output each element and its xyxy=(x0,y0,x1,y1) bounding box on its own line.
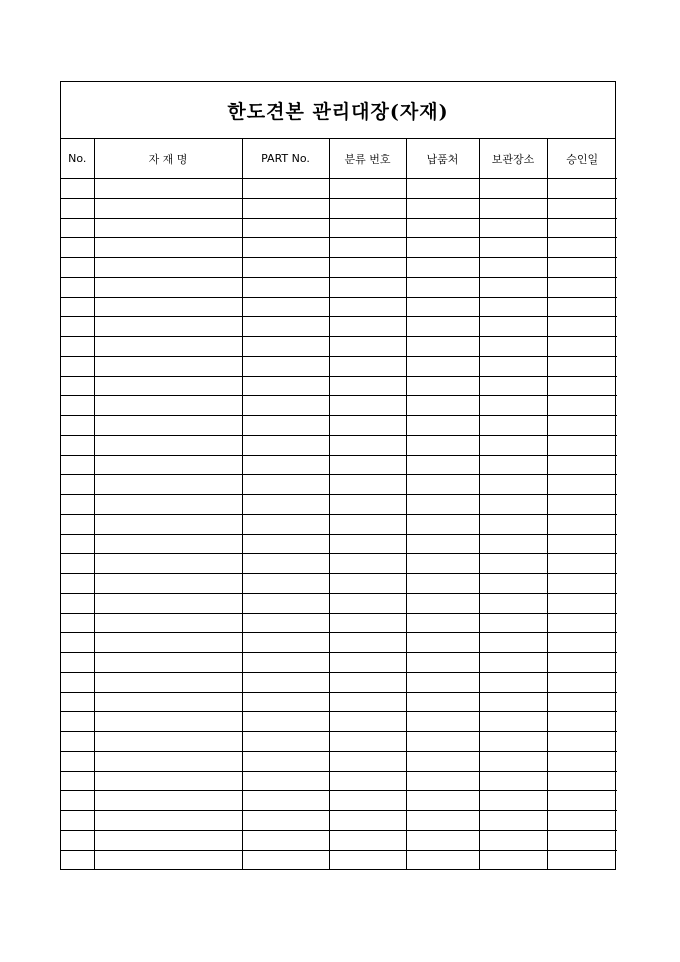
table-row xyxy=(61,534,617,554)
table-cell[interactable] xyxy=(329,179,406,199)
table-cell[interactable] xyxy=(406,475,479,495)
table-cell[interactable] xyxy=(94,653,242,673)
table-cell[interactable] xyxy=(406,593,479,613)
table-cell[interactable] xyxy=(61,574,94,594)
table-cell[interactable] xyxy=(547,455,617,475)
table-cell[interactable] xyxy=(547,396,617,416)
table-row xyxy=(61,811,617,831)
table-row xyxy=(61,435,617,455)
table-cell[interactable] xyxy=(61,554,94,574)
table-cell[interactable] xyxy=(94,238,242,258)
table-cell[interactable] xyxy=(406,751,479,771)
table-cell[interactable] xyxy=(94,396,242,416)
table-cell[interactable] xyxy=(406,356,479,376)
table-cell[interactable] xyxy=(94,277,242,297)
table-cell[interactable] xyxy=(61,712,94,732)
table-cell[interactable] xyxy=(242,771,329,791)
table-cell[interactable] xyxy=(406,574,479,594)
table-cell[interactable] xyxy=(406,811,479,831)
table-cell[interactable] xyxy=(329,416,406,436)
table-cell[interactable] xyxy=(406,712,479,732)
table-cell[interactable] xyxy=(547,751,617,771)
table-cell[interactable] xyxy=(547,317,617,337)
table-cell[interactable] xyxy=(406,830,479,850)
table-row xyxy=(61,238,617,258)
table-cell[interactable] xyxy=(61,218,94,238)
table-cell[interactable] xyxy=(406,692,479,712)
table-cell[interactable] xyxy=(94,771,242,791)
table-cell[interactable] xyxy=(547,356,617,376)
table-cell[interactable] xyxy=(242,495,329,515)
table-cell[interactable] xyxy=(242,653,329,673)
table-cell[interactable] xyxy=(94,198,242,218)
table-cell[interactable] xyxy=(329,653,406,673)
table-cell[interactable] xyxy=(479,396,547,416)
table-cell[interactable] xyxy=(94,337,242,357)
table-cell[interactable] xyxy=(406,791,479,811)
table-cell[interactable] xyxy=(61,238,94,258)
table-cell[interactable] xyxy=(479,751,547,771)
table-cell[interactable] xyxy=(479,712,547,732)
table-cell[interactable] xyxy=(547,692,617,712)
table-cell[interactable] xyxy=(94,712,242,732)
table-cell[interactable] xyxy=(329,771,406,791)
table-cell[interactable] xyxy=(61,633,94,653)
table-row xyxy=(61,732,617,752)
table-cell[interactable] xyxy=(94,850,242,869)
table-cell[interactable] xyxy=(242,633,329,653)
table-cell[interactable] xyxy=(242,238,329,258)
table-cell[interactable] xyxy=(329,396,406,416)
table-cell[interactable] xyxy=(242,712,329,732)
col-header-storage-location: 보관장소 xyxy=(479,139,547,179)
table-cell[interactable] xyxy=(479,475,547,495)
table-cell[interactable] xyxy=(94,495,242,515)
table-cell[interactable] xyxy=(547,771,617,791)
table-cell[interactable] xyxy=(242,475,329,495)
table-cell[interactable] xyxy=(242,337,329,357)
table-cell[interactable] xyxy=(406,218,479,238)
table-cell[interactable] xyxy=(242,514,329,534)
table-cell[interactable] xyxy=(547,554,617,574)
table-cell[interactable] xyxy=(479,317,547,337)
table-row xyxy=(61,495,617,515)
table-cell[interactable] xyxy=(479,593,547,613)
table-cell[interactable] xyxy=(94,179,242,199)
table-cell[interactable] xyxy=(242,732,329,752)
table-cell[interactable] xyxy=(242,692,329,712)
table-cell[interactable] xyxy=(479,218,547,238)
table-cell[interactable] xyxy=(547,574,617,594)
table-cell[interactable] xyxy=(329,455,406,475)
table-cell[interactable] xyxy=(406,396,479,416)
table-cell[interactable] xyxy=(242,613,329,633)
table-cell[interactable] xyxy=(329,297,406,317)
table-cell[interactable] xyxy=(61,613,94,633)
table-cell[interactable] xyxy=(242,554,329,574)
table-row xyxy=(61,416,617,436)
table-cell[interactable] xyxy=(61,811,94,831)
table-cell[interactable] xyxy=(406,771,479,791)
table-row xyxy=(61,376,617,396)
table-cell[interactable] xyxy=(406,613,479,633)
table-cell[interactable] xyxy=(61,850,94,869)
table-cell[interactable] xyxy=(547,672,617,692)
title-row xyxy=(61,82,615,139)
table-row xyxy=(61,514,617,534)
table-cell[interactable] xyxy=(329,376,406,396)
table-row xyxy=(61,830,617,850)
table-cell[interactable] xyxy=(329,277,406,297)
table-row xyxy=(61,356,617,376)
table-cell[interactable] xyxy=(94,356,242,376)
table-cell[interactable] xyxy=(547,830,617,850)
table-cell[interactable] xyxy=(94,791,242,811)
table-cell[interactable] xyxy=(547,495,617,515)
table-row xyxy=(61,475,617,495)
table-cell[interactable] xyxy=(479,692,547,712)
table-cell[interactable] xyxy=(479,732,547,752)
table-cell[interactable] xyxy=(61,534,94,554)
table-cell[interactable] xyxy=(406,337,479,357)
table-cell[interactable] xyxy=(329,514,406,534)
table-cell[interactable] xyxy=(329,534,406,554)
table-cell[interactable] xyxy=(406,653,479,673)
ledger-sheet xyxy=(60,81,616,870)
table-row xyxy=(61,198,617,218)
table-cell[interactable] xyxy=(329,633,406,653)
table-cell[interactable] xyxy=(94,317,242,337)
table-row xyxy=(61,613,617,633)
table-cell[interactable] xyxy=(547,712,617,732)
table-cell[interactable] xyxy=(479,830,547,850)
table-cell[interactable] xyxy=(547,376,617,396)
table-cell[interactable] xyxy=(329,554,406,574)
table-cell[interactable] xyxy=(94,376,242,396)
table-cell[interactable] xyxy=(94,554,242,574)
table-cell[interactable] xyxy=(94,534,242,554)
table-cell[interactable] xyxy=(329,791,406,811)
table-cell[interactable] xyxy=(329,850,406,869)
table-cell[interactable] xyxy=(479,653,547,673)
table-cell[interactable] xyxy=(61,593,94,613)
table-cell[interactable] xyxy=(61,751,94,771)
table-cell[interactable] xyxy=(329,732,406,752)
ledger-body xyxy=(61,179,617,870)
table-cell[interactable] xyxy=(406,495,479,515)
table-cell[interactable] xyxy=(242,830,329,850)
table-cell[interactable] xyxy=(94,218,242,238)
table-cell[interactable] xyxy=(61,317,94,337)
table-cell[interactable] xyxy=(479,238,547,258)
table-cell[interactable] xyxy=(242,811,329,831)
table-cell[interactable] xyxy=(547,297,617,317)
table-cell[interactable] xyxy=(406,435,479,455)
table-cell[interactable] xyxy=(329,356,406,376)
table-cell[interactable] xyxy=(547,258,617,278)
table-cell[interactable] xyxy=(479,179,547,199)
table-cell[interactable] xyxy=(547,732,617,752)
table-row xyxy=(61,751,617,771)
table-cell[interactable] xyxy=(61,356,94,376)
table-cell[interactable] xyxy=(479,672,547,692)
table-cell[interactable] xyxy=(479,850,547,869)
table-cell[interactable] xyxy=(242,356,329,376)
col-header-classification-no: 분류 번호 xyxy=(329,139,406,179)
table-cell[interactable] xyxy=(61,435,94,455)
table-cell[interactable] xyxy=(329,475,406,495)
col-header-material-name: 자 재 명 xyxy=(94,139,242,179)
table-cell[interactable] xyxy=(479,198,547,218)
table-cell[interactable] xyxy=(479,791,547,811)
table-row xyxy=(61,850,617,869)
table-row xyxy=(61,593,617,613)
table-row xyxy=(61,554,617,574)
table-cell[interactable] xyxy=(547,593,617,613)
table-cell[interactable] xyxy=(479,258,547,278)
table-cell[interactable] xyxy=(479,811,547,831)
table-cell[interactable] xyxy=(547,435,617,455)
table-cell[interactable] xyxy=(61,830,94,850)
table-cell[interactable] xyxy=(61,495,94,515)
table-cell[interactable] xyxy=(242,850,329,869)
table-cell[interactable] xyxy=(61,376,94,396)
table-cell[interactable] xyxy=(479,376,547,396)
table-cell[interactable] xyxy=(94,732,242,752)
table-row xyxy=(61,653,617,673)
table-cell[interactable] xyxy=(242,198,329,218)
table-cell[interactable] xyxy=(547,337,617,357)
table-cell[interactable] xyxy=(329,198,406,218)
table-cell[interactable] xyxy=(61,672,94,692)
table-cell[interactable] xyxy=(329,218,406,238)
table-cell[interactable] xyxy=(61,455,94,475)
table-cell[interactable] xyxy=(479,613,547,633)
table-cell[interactable] xyxy=(479,416,547,436)
table-cell[interactable] xyxy=(547,416,617,436)
header-row xyxy=(61,139,617,179)
table-row xyxy=(61,771,617,791)
table-cell[interactable] xyxy=(61,258,94,278)
table-cell[interactable] xyxy=(406,277,479,297)
table-row xyxy=(61,791,617,811)
table-cell[interactable] xyxy=(61,416,94,436)
table-cell[interactable] xyxy=(242,534,329,554)
table-cell[interactable] xyxy=(94,633,242,653)
table-cell[interactable] xyxy=(94,574,242,594)
table-cell[interactable] xyxy=(329,712,406,732)
table-row xyxy=(61,317,617,337)
table-row xyxy=(61,337,617,357)
document-title: 한도견본 관리대장(자재) xyxy=(227,100,449,123)
table-cell[interactable] xyxy=(329,495,406,515)
table-cell[interactable] xyxy=(242,376,329,396)
table-cell[interactable] xyxy=(479,495,547,515)
table-row xyxy=(61,258,617,278)
table-cell[interactable] xyxy=(329,238,406,258)
table-row xyxy=(61,574,617,594)
table-cell[interactable] xyxy=(94,435,242,455)
table-cell[interactable] xyxy=(329,672,406,692)
table-cell[interactable] xyxy=(94,692,242,712)
table-cell[interactable] xyxy=(94,514,242,534)
table-cell[interactable] xyxy=(547,277,617,297)
table-cell[interactable] xyxy=(329,811,406,831)
table-cell[interactable] xyxy=(547,218,617,238)
table-cell[interactable] xyxy=(406,534,479,554)
col-header-supplier: 납품처 xyxy=(406,139,479,179)
table-cell[interactable] xyxy=(406,633,479,653)
table-row xyxy=(61,633,617,653)
table-cell[interactable] xyxy=(94,811,242,831)
table-cell[interactable] xyxy=(242,277,329,297)
col-header-approval-date: 승인일 xyxy=(547,139,617,179)
table-cell[interactable] xyxy=(329,692,406,712)
table-cell[interactable] xyxy=(94,475,242,495)
table-cell[interactable] xyxy=(547,811,617,831)
table-cell[interactable] xyxy=(94,593,242,613)
table-cell[interactable] xyxy=(94,830,242,850)
table-cell[interactable] xyxy=(406,238,479,258)
table-cell[interactable] xyxy=(61,198,94,218)
table-cell[interactable] xyxy=(242,317,329,337)
table-cell[interactable] xyxy=(329,613,406,633)
table-cell[interactable] xyxy=(242,416,329,436)
table-cell[interactable] xyxy=(94,455,242,475)
table-cell[interactable] xyxy=(406,198,479,218)
table-cell[interactable] xyxy=(242,751,329,771)
table-row xyxy=(61,179,617,199)
table-cell[interactable] xyxy=(406,258,479,278)
table-cell[interactable] xyxy=(547,653,617,673)
table-row xyxy=(61,396,617,416)
col-header-part-no: PART No. xyxy=(242,139,329,179)
table-cell[interactable] xyxy=(479,455,547,475)
table-cell[interactable] xyxy=(547,534,617,554)
table-cell[interactable] xyxy=(94,672,242,692)
table-cell[interactable] xyxy=(547,514,617,534)
table-cell[interactable] xyxy=(242,574,329,594)
table-cell[interactable] xyxy=(242,791,329,811)
table-cell[interactable] xyxy=(479,435,547,455)
table-cell[interactable] xyxy=(242,593,329,613)
table-cell[interactable] xyxy=(406,732,479,752)
table-cell[interactable] xyxy=(547,613,617,633)
table-cell[interactable] xyxy=(479,337,547,357)
table-cell[interactable] xyxy=(61,475,94,495)
table-row xyxy=(61,297,617,317)
table-cell[interactable] xyxy=(61,396,94,416)
table-cell[interactable] xyxy=(242,258,329,278)
table-cell[interactable] xyxy=(406,850,479,869)
table-cell[interactable] xyxy=(406,416,479,436)
table-cell[interactable] xyxy=(61,514,94,534)
table-cell[interactable] xyxy=(329,751,406,771)
col-header-no: No. xyxy=(61,139,94,179)
table-row xyxy=(61,692,617,712)
table-cell[interactable] xyxy=(479,771,547,791)
table-cell[interactable] xyxy=(547,179,617,199)
table-cell[interactable] xyxy=(242,672,329,692)
table-cell[interactable] xyxy=(61,179,94,199)
table-cell[interactable] xyxy=(242,297,329,317)
table-cell[interactable] xyxy=(547,198,617,218)
table-cell[interactable] xyxy=(406,179,479,199)
table-cell[interactable] xyxy=(547,850,617,869)
table-cell[interactable] xyxy=(61,771,94,791)
table-cell[interactable] xyxy=(406,554,479,574)
table-row xyxy=(61,672,617,692)
table-cell[interactable] xyxy=(61,277,94,297)
table-cell[interactable] xyxy=(329,317,406,337)
table-cell[interactable] xyxy=(94,613,242,633)
table-cell[interactable] xyxy=(479,277,547,297)
table-cell[interactable] xyxy=(406,297,479,317)
table-cell[interactable] xyxy=(242,396,329,416)
table-cell[interactable] xyxy=(242,218,329,238)
table-cell[interactable] xyxy=(479,297,547,317)
table-cell[interactable] xyxy=(94,416,242,436)
table-cell[interactable] xyxy=(61,692,94,712)
table-row xyxy=(61,277,617,297)
table-row xyxy=(61,712,617,732)
table-cell[interactable] xyxy=(61,653,94,673)
table-cell[interactable] xyxy=(479,574,547,594)
table-row xyxy=(61,218,617,238)
table-cell[interactable] xyxy=(406,317,479,337)
table-cell[interactable] xyxy=(61,337,94,357)
table-cell[interactable] xyxy=(61,732,94,752)
table-cell[interactable] xyxy=(329,830,406,850)
table-cell[interactable] xyxy=(547,238,617,258)
table-cell[interactable] xyxy=(242,455,329,475)
table-cell[interactable] xyxy=(479,554,547,574)
table-cell[interactable] xyxy=(61,297,94,317)
table-cell[interactable] xyxy=(242,179,329,199)
table-cell[interactable] xyxy=(547,791,617,811)
table-cell[interactable] xyxy=(406,672,479,692)
table-cell[interactable] xyxy=(479,633,547,653)
table-cell[interactable] xyxy=(406,455,479,475)
table-cell[interactable] xyxy=(329,337,406,357)
table-cell[interactable] xyxy=(329,574,406,594)
table-cell[interactable] xyxy=(329,258,406,278)
table-cell[interactable] xyxy=(547,475,617,495)
table-cell[interactable] xyxy=(479,514,547,534)
table-cell[interactable] xyxy=(547,633,617,653)
table-cell[interactable] xyxy=(94,297,242,317)
table-cell[interactable] xyxy=(406,376,479,396)
ledger-table xyxy=(61,139,617,869)
table-row xyxy=(61,455,617,475)
table-cell[interactable] xyxy=(406,514,479,534)
table-cell[interactable] xyxy=(61,791,94,811)
table-cell[interactable] xyxy=(479,534,547,554)
table-cell[interactable] xyxy=(94,258,242,278)
table-cell[interactable] xyxy=(242,435,329,455)
table-cell[interactable] xyxy=(329,435,406,455)
table-cell[interactable] xyxy=(94,751,242,771)
table-cell[interactable] xyxy=(329,593,406,613)
table-cell[interactable] xyxy=(479,356,547,376)
